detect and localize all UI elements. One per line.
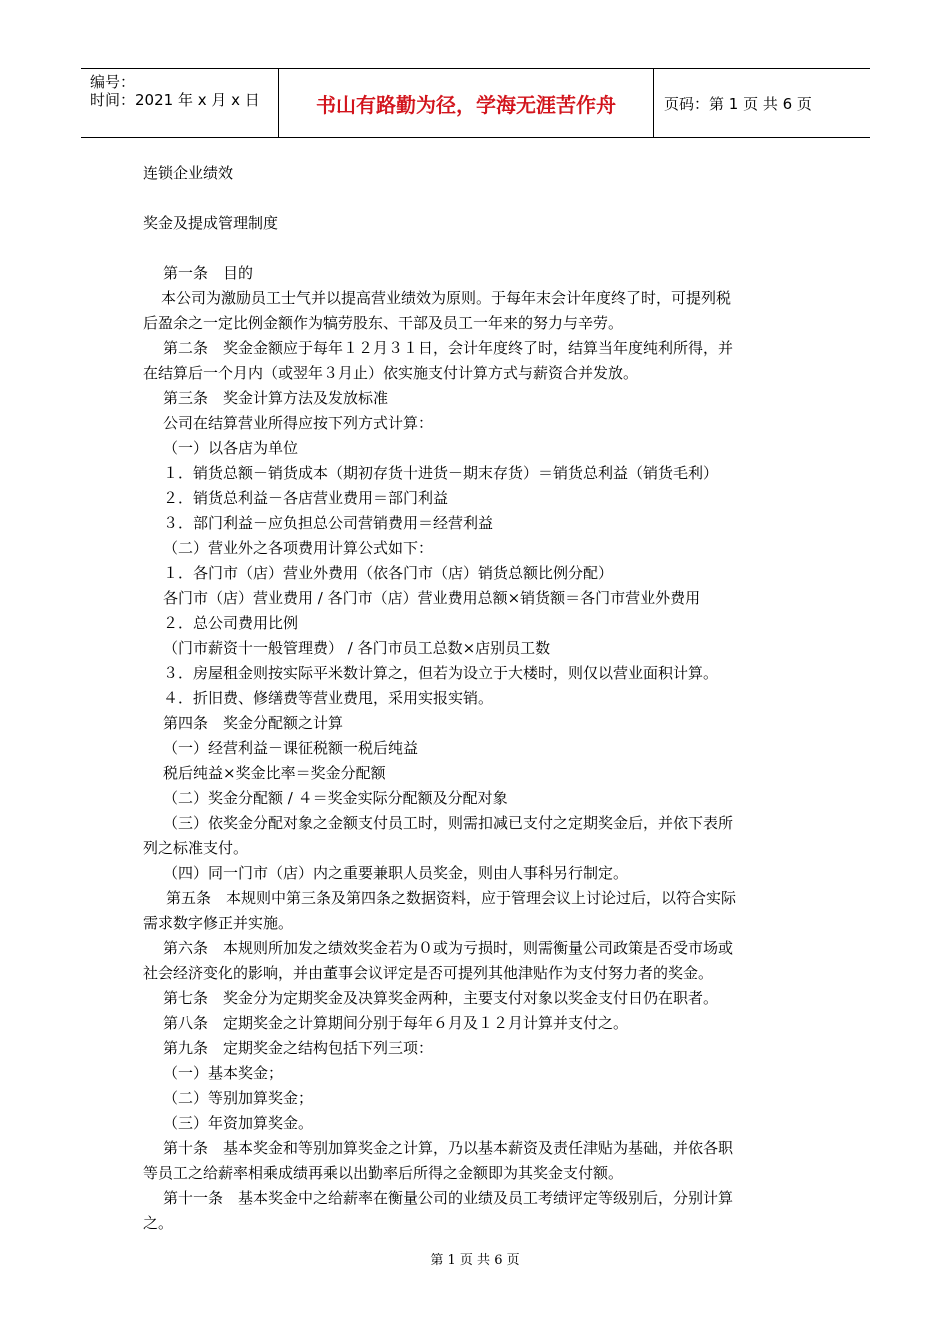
body-line: ４．折旧费、修缮费等营业费甩，采用实报实销。 <box>163 689 494 707</box>
document-number-label: 编号： <box>90 73 136 91</box>
article-heading: 第九条 定期奖金之结构包括下列三项： <box>163 1039 434 1057</box>
article-heading: 第七条 奖金分为定期奖金及决算奖金两种，主要支付对象以奖金支付日仍在职者。 <box>163 989 719 1007</box>
article-heading: 第三条 奖金计算方法及发放标准 <box>163 389 389 407</box>
article-heading: 第四条 奖金分配额之计算 <box>163 714 344 732</box>
body-line: 公司在结算营业所得应按下列方式计算： <box>163 414 434 432</box>
body-line: 各门市（店）营业费用 / 各门市（店）营业费用总额×销货额＝各门市营业外费用 <box>163 589 701 607</box>
body-line: （一）基本奖金； <box>163 1064 284 1082</box>
document-title-line1: 连锁企业绩效 <box>143 164 234 182</box>
body-line: （四）同一门市（店）内之重要兼职人员奖金，则由人事科另行制定。 <box>163 864 629 882</box>
body-line: ２．总公司费用比例 <box>163 614 299 632</box>
article-heading: 第八条 定期奖金之计算期间分别于每年６月及１２月计算并支付之。 <box>163 1014 629 1032</box>
body-line: 税后纯益×奖金比率＝奖金分配额 <box>163 764 386 782</box>
body-line: 等员工之给薪率相乘成绩再乘以出勤率后所得之金额即为其奖金支付额。 <box>143 1164 624 1182</box>
article-heading: 第一条 目的 <box>163 264 254 282</box>
body-line: 在结算后一个月内（或翌年３月止）依实施支付计算方式与薪资合并发放。 <box>143 364 639 382</box>
article-heading: 第六条 本规则所加发之绩效奖金若为０或为亏损时，则需衡量公司政策是否受市场或 <box>163 939 734 957</box>
article-heading: 第十一条 基本奖金中之给薪率在衡量公司的业绩及员工考绩评定等级别后，分别计算 <box>163 1189 734 1207</box>
body-line: （一）以各店为单位 <box>163 439 299 457</box>
document-date: 时间：2021 年 x 月 x 日 <box>90 91 260 109</box>
article-heading: 第二条 奖金金额应于每年１２月３１日，会计年度终了时，结算当年度纯利所得，并 <box>163 339 734 357</box>
article-heading: 第十条 基本奖金和等别加算奖金之计算，乃以基本薪资及责任津贴为基础，并依各职 <box>163 1139 734 1157</box>
header-divider <box>653 69 654 137</box>
page-footer: 第 1 页 共 6 页 <box>430 1253 520 1268</box>
body-line: ３．房屋租金则按实际平米数计算之，但若为设立于大楼时，则仅以营业面积计算。 <box>163 664 719 682</box>
article-heading: 第五条 本规则中第三条及第四条之数据资料，应于管理会议上讨论过后，以符合实际 <box>166 889 737 907</box>
body-line: 需求数字修正并实施。 <box>143 914 294 932</box>
body-line: （二）营业外之各项费用计算公式如下： <box>163 539 434 557</box>
body-line: 之。 <box>143 1214 174 1232</box>
body-line: （二）等别加算奖金； <box>163 1089 314 1107</box>
body-line: 社会经济变化的影响，并由董事会议评定是否可提列其他津贴作为支付努力者的奖金。 <box>143 964 714 982</box>
body-line: １．各门市（店）营业外费用（依各门市（店）销货总额比例分配） <box>163 564 614 582</box>
body-line: （三）年资加算奖金。 <box>163 1114 314 1132</box>
header-page-info: 页码：第 1 页 共 6 页 <box>664 95 812 113</box>
header-table <box>81 68 870 138</box>
body-line: １．销货总额－销货成本（期初存货十进货－期末存货）＝销货总利益（销货毛利） <box>163 464 719 482</box>
header-motto: 书山有路勤为径，学海无涯苦作舟 <box>316 92 616 117</box>
body-line: 后盈余之一定比例金额作为犒劳股东、干部及员工一年来的努力与辛劳。 <box>143 314 624 332</box>
body-line: ２．销货总利益－各店营业费用＝部门利益 <box>163 489 449 507</box>
body-line: （门市薪资十一般管理费） / 各门市员工总数×店别员工数 <box>163 639 551 657</box>
body-line: ３．部门利益－应负担总公司营销费用＝经营利益 <box>163 514 494 532</box>
body-line: （三）依奖金分配对象之金额支付员工时，则需扣减已支付之定期奖金后，并依下表所 <box>163 814 734 832</box>
body-line: （二）奖金分配额 / ４＝奖金实际分配额及分配对象 <box>163 789 508 807</box>
body-line: 本公司为激励员工士气并以提高营业绩效为原则。于每年末会计年度终了时，可提列税 <box>161 289 732 307</box>
body-line: （一）经营利益－课征税额一税后纯益 <box>163 739 419 757</box>
header-info-cell <box>81 69 278 137</box>
document-title-line2: 奖金及提成管理制度 <box>143 214 279 232</box>
body-line: 列之标准支付。 <box>143 839 249 857</box>
